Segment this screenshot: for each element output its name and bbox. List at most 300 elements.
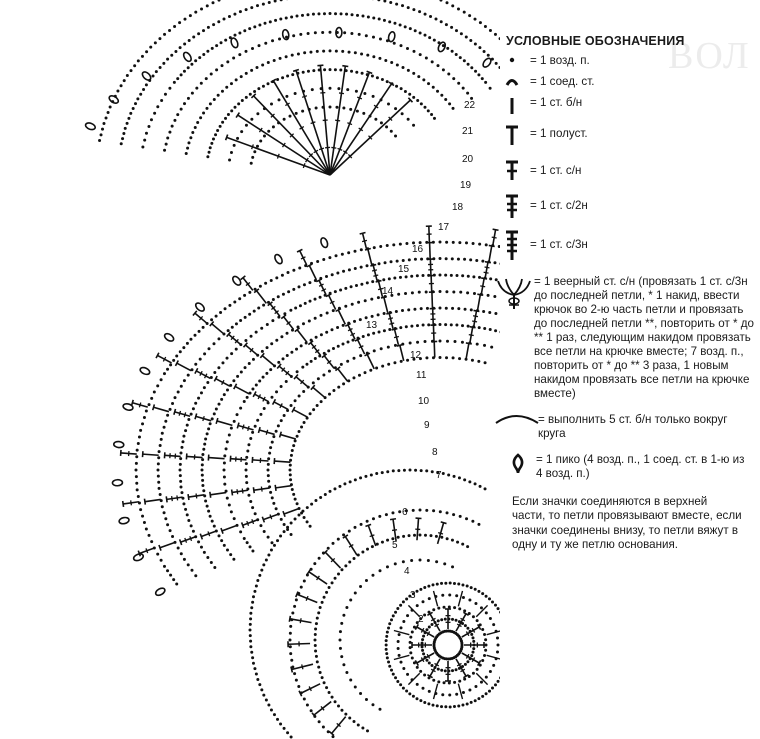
chain-dot [424, 340, 427, 343]
chain-dot [432, 583, 435, 586]
chain-dot [340, 655, 343, 658]
chain-dot [432, 86, 435, 89]
chain-dot [209, 422, 212, 425]
stitch-top [153, 404, 155, 410]
chain-dot [319, 296, 322, 299]
chain-dot [478, 276, 481, 279]
chain-dot [225, 86, 228, 89]
chain-dot [325, 275, 328, 278]
chain-dot [253, 150, 256, 153]
chain-dot [472, 242, 475, 245]
chain-dot [416, 590, 419, 593]
chain-dot [253, 667, 256, 670]
chain-dot [251, 656, 254, 659]
chain-dot [290, 351, 293, 354]
chain-dot [176, 77, 179, 80]
chain-dot [453, 705, 456, 708]
chain-dot [283, 414, 286, 417]
chain-dot [289, 478, 292, 481]
chain-dot [412, 695, 415, 698]
chain-dot [451, 4, 454, 7]
chain-dot [200, 82, 203, 85]
chain-dot [340, 363, 343, 366]
chain-dot [420, 469, 423, 472]
picot [85, 122, 96, 131]
chain-dot [472, 640, 475, 643]
chain-dot [463, 478, 466, 481]
chain-dot [243, 29, 246, 32]
chain-dot [489, 29, 492, 32]
chain-dot [480, 681, 483, 684]
stitch-bar [252, 144, 254, 149]
chain-dot [407, 69, 410, 72]
chain-dot [166, 368, 169, 371]
stitch-top [275, 485, 276, 491]
round-arc-icon [492, 411, 532, 437]
stitch-bar [303, 163, 305, 168]
chain-dot [189, 14, 192, 17]
chain-dot [351, 303, 354, 306]
chain-dot [383, 329, 386, 332]
chain-dot [405, 242, 408, 245]
chain-dot [256, 419, 259, 422]
stitch [389, 313, 393, 329]
chain-dot [206, 50, 209, 53]
chain-dot [384, 59, 387, 62]
watermark-text: ВОЛ [668, 35, 751, 77]
chain-dot [488, 597, 491, 600]
chain-dot [359, 476, 362, 479]
stitch [232, 490, 248, 492]
chain-dot [487, 54, 490, 57]
chain-dot [289, 464, 292, 467]
chain-dot [229, 553, 232, 556]
chain-dot [386, 244, 389, 247]
chain-dot [129, 112, 132, 115]
chain-dot [458, 241, 461, 244]
chain-dot [314, 639, 317, 642]
chain-dot [145, 409, 148, 412]
chain-dot [462, 691, 465, 694]
chain-dot [300, 586, 303, 589]
chain-dot [279, 723, 282, 726]
chain-dot [228, 504, 231, 507]
chain-dot [354, 51, 357, 54]
chain-dot [461, 583, 464, 586]
chain-dot [449, 705, 452, 708]
chain-dot [245, 124, 248, 127]
chain-dot [463, 258, 466, 261]
stitch [309, 266, 316, 280]
chain-dot [341, 50, 344, 53]
chain-dot [215, 68, 218, 71]
chain-dot [416, 604, 419, 607]
chain-dot [409, 469, 412, 472]
chain-dot [176, 113, 179, 116]
chain-dot [427, 323, 430, 326]
chain-dot [337, 87, 340, 90]
chain-dot [163, 426, 166, 429]
chain-dot [210, 142, 213, 145]
stitch [400, 345, 404, 361]
chain-dot [192, 530, 195, 533]
stitch-top [180, 539, 182, 545]
spoke [408, 673, 419, 684]
chain-dot [302, 390, 305, 393]
chain-dot [180, 552, 183, 555]
chain-dot [339, 630, 342, 633]
chain-dot [446, 511, 449, 514]
chain-dot [296, 502, 299, 505]
chain-dot [345, 13, 348, 16]
chain-dot [336, 326, 339, 329]
chain-dot [304, 302, 307, 305]
chain-dot [163, 33, 166, 36]
legend-item-arc: = выполнить 5 ст. б/н только вокруг круга [492, 411, 754, 441]
chain-dot [422, 274, 425, 277]
chain-dot [143, 521, 146, 524]
chain-dot [451, 618, 454, 621]
chain-dot [196, 121, 199, 124]
stitch [276, 486, 292, 488]
chain-dot [419, 534, 422, 537]
chain-dot [383, 312, 386, 315]
chain-dot [292, 269, 295, 272]
chain-dot [153, 391, 156, 394]
chain-dot [190, 413, 193, 416]
picot [154, 587, 166, 597]
chain-dot [201, 479, 204, 482]
chain-dot [463, 11, 466, 14]
chain-dot [344, 305, 347, 308]
chain-dot [201, 469, 204, 472]
chain-dot [457, 82, 460, 85]
chain-dot [250, 118, 253, 121]
chain-dot [235, 348, 238, 351]
chain-dot [394, 134, 397, 137]
chain-dot [215, 315, 218, 318]
chain-dot [439, 510, 442, 513]
chain-dot [300, 512, 303, 515]
chain-dot [158, 450, 161, 453]
chain-dot [275, 339, 278, 342]
chain-dot [264, 22, 267, 25]
chain-dot [357, 337, 360, 340]
stitch [262, 356, 274, 366]
row-number: 10 [418, 396, 430, 407]
chain-dot [260, 688, 263, 691]
spoke [434, 684, 438, 699]
chain-dot [482, 310, 485, 313]
stitch-bar [302, 96, 307, 98]
chain-dot [437, 607, 440, 610]
chain-dot [470, 586, 473, 589]
stitch-bar [243, 425, 244, 430]
chain-dot [311, 88, 314, 91]
chain-dot [249, 437, 252, 440]
chain-dot [339, 289, 342, 292]
chain-dot [474, 699, 477, 702]
chain-dot [394, 107, 397, 110]
chain-dot [159, 444, 162, 447]
chain-dot [340, 622, 343, 625]
chain-dot [479, 21, 482, 24]
chain-dot [179, 463, 182, 466]
chain-dot [286, 528, 289, 531]
chain-dot [381, 471, 384, 474]
chain-dot [377, 296, 380, 299]
chain-dot [201, 463, 204, 466]
chain-dot [458, 680, 461, 683]
chain-dot [332, 389, 335, 392]
chain-dot [408, 692, 411, 695]
chain-dot [245, 481, 248, 484]
chain-dot [289, 625, 292, 628]
chain-dot [166, 137, 169, 140]
chain-dot [492, 623, 495, 626]
chain-dot [463, 59, 466, 62]
chain-dot [439, 0, 442, 2]
chain-dot [342, 533, 345, 536]
chain-dot [215, 44, 218, 47]
chain-dot [366, 520, 369, 523]
chain-dot [462, 87, 465, 90]
stitch-bar [261, 487, 262, 492]
chain-dot [202, 489, 205, 492]
chain-dot [245, 456, 248, 459]
chain-dot [331, 328, 334, 331]
chain-dot [190, 569, 193, 572]
chain-dot [483, 327, 486, 330]
stitch-top [262, 517, 264, 523]
stitch [165, 455, 181, 456]
chain-dot [254, 425, 257, 428]
chain-dot [385, 648, 388, 651]
chain-dot [399, 276, 402, 279]
chain-dot [262, 376, 265, 379]
chain-dot [289, 652, 292, 655]
chain-dot [184, 508, 187, 511]
chain-dot [249, 545, 252, 548]
chain-dot [168, 131, 171, 134]
chain-dot [348, 268, 351, 271]
chain-dot [179, 474, 182, 477]
stitch [311, 343, 321, 356]
chain-dot [420, 258, 423, 261]
chain-dot [322, 258, 325, 261]
chain-dot [280, 335, 283, 338]
chain-dot [101, 128, 104, 131]
chain-dot [259, 285, 262, 288]
chain-dot [322, 725, 325, 728]
chain-dot [160, 438, 163, 441]
chain-dot [371, 545, 374, 548]
chain-dot [249, 634, 252, 637]
chain-dot [425, 509, 428, 512]
chain-dot [459, 56, 462, 59]
chain-dot [292, 288, 295, 291]
chain-dot [371, 703, 374, 706]
chain-dot [175, 583, 178, 586]
chain-dot [230, 352, 233, 355]
chain-dot [419, 670, 422, 673]
chain-dot [166, 414, 169, 417]
chain-dot [390, 618, 393, 621]
chain-dot [463, 678, 466, 681]
chain-dot [208, 151, 211, 154]
chain-dot [384, 261, 387, 264]
stitch [154, 407, 169, 411]
stitch [348, 325, 355, 339]
stitch [270, 304, 280, 317]
chain-dot [171, 535, 174, 538]
chain-dot [361, 551, 364, 554]
chain-dot [189, 338, 192, 341]
treble-crochet-icon [492, 191, 532, 217]
chain-dot [194, 402, 197, 405]
stitch [280, 435, 295, 439]
chain-dot [267, 463, 270, 466]
chain-dot [156, 384, 159, 387]
chain-dot [327, 349, 330, 352]
chain-dot [440, 705, 443, 708]
chain-dot [494, 604, 497, 607]
stitch [462, 653, 479, 663]
stitch-bar [172, 496, 173, 501]
chain-dot [358, 374, 361, 377]
chain-dot [360, 248, 363, 251]
chain-dot [470, 701, 473, 704]
chain-dot [339, 639, 342, 642]
chain-dot [349, 679, 352, 682]
chain-dot [457, 582, 460, 585]
chain-dot [294, 92, 297, 95]
chain-dot [187, 66, 190, 69]
row-number: 9 [424, 420, 430, 431]
stitch-top [195, 414, 197, 420]
legend-item-hdc: = 1 полуст. [492, 121, 754, 151]
chain-dot [394, 676, 397, 679]
stitch-top [441, 522, 447, 524]
chain-dot [213, 566, 216, 569]
chain-dot [351, 13, 354, 16]
chain-dot [223, 393, 226, 396]
chain-dot [492, 664, 495, 667]
chain-dot [227, 329, 230, 332]
chain-dot [256, 112, 259, 115]
chain-dot [137, 442, 140, 445]
chain-dot [455, 274, 458, 277]
chain-dot [424, 34, 427, 37]
chain-dot [321, 601, 324, 604]
chain-dot [441, 594, 444, 597]
chain-dot [293, 672, 296, 675]
chain-dot [212, 137, 215, 140]
chain-dot [190, 63, 193, 66]
chain-dot [320, 400, 323, 403]
row-number: 14 [382, 286, 394, 297]
chain-dot [256, 579, 259, 582]
chain-dot [312, 381, 315, 384]
chain-dot [303, 421, 306, 424]
chain-dot [350, 70, 353, 73]
row-number: 5 [392, 540, 398, 551]
chain-dot [248, 27, 251, 30]
chain-dot [290, 659, 293, 662]
chain-dot [221, 121, 224, 124]
chain-dot [291, 73, 294, 76]
chain-dot [230, 151, 233, 154]
chain-dot [410, 275, 413, 278]
chain-dot [148, 403, 151, 406]
stitch-bar [362, 240, 367, 241]
chain-dot [446, 340, 449, 343]
stitch [384, 297, 388, 313]
chain-dot [451, 257, 454, 260]
chain-dot [451, 669, 454, 672]
chain-dot [348, 530, 351, 533]
picot [388, 31, 396, 42]
chain-dot [213, 371, 216, 374]
chain-dot [483, 633, 486, 636]
chain-dot [407, 308, 410, 311]
chain-dot [461, 341, 464, 344]
chain-dot [302, 71, 305, 74]
stitch-bar [139, 403, 140, 408]
stitch-bar [300, 618, 301, 623]
chain-dot [439, 323, 442, 326]
chain-dot [386, 656, 389, 659]
chain-dot [430, 664, 433, 667]
chain-dot [268, 452, 271, 455]
chain-dot [223, 544, 226, 547]
stitch [231, 459, 247, 460]
chain-dot [457, 7, 460, 10]
chain-dot [213, 412, 216, 415]
chain-dot [248, 362, 251, 365]
chain-dot [179, 452, 182, 455]
chain-dot [271, 319, 274, 322]
picot [273, 253, 283, 265]
chain-dot [308, 281, 311, 284]
chain-dot [469, 258, 472, 261]
chain-dot [275, 390, 278, 393]
legend-item-dc: = 1 ст. с/н [492, 156, 754, 186]
chain-dot [314, 357, 317, 360]
picot [482, 57, 493, 69]
chain-dot [258, 380, 261, 383]
chain-dot [201, 458, 204, 461]
chain-dot [484, 649, 487, 652]
chain-dot [353, 250, 356, 253]
chain-dot [419, 699, 422, 702]
chain-dot [466, 545, 469, 548]
chain-dot [402, 259, 405, 262]
picot [320, 237, 329, 248]
chain-dot [200, 391, 203, 394]
row-number: 6 [402, 507, 408, 518]
chain-dot [217, 94, 220, 97]
stitch [212, 324, 224, 334]
chain-dot [443, 562, 446, 565]
chain-dot [466, 702, 469, 705]
chain-dot [173, 119, 176, 122]
stitch-top [258, 427, 260, 433]
chain-dot [191, 92, 194, 95]
chain-dot [260, 327, 263, 330]
chain-dot [334, 290, 337, 293]
chain-dot [412, 96, 415, 99]
